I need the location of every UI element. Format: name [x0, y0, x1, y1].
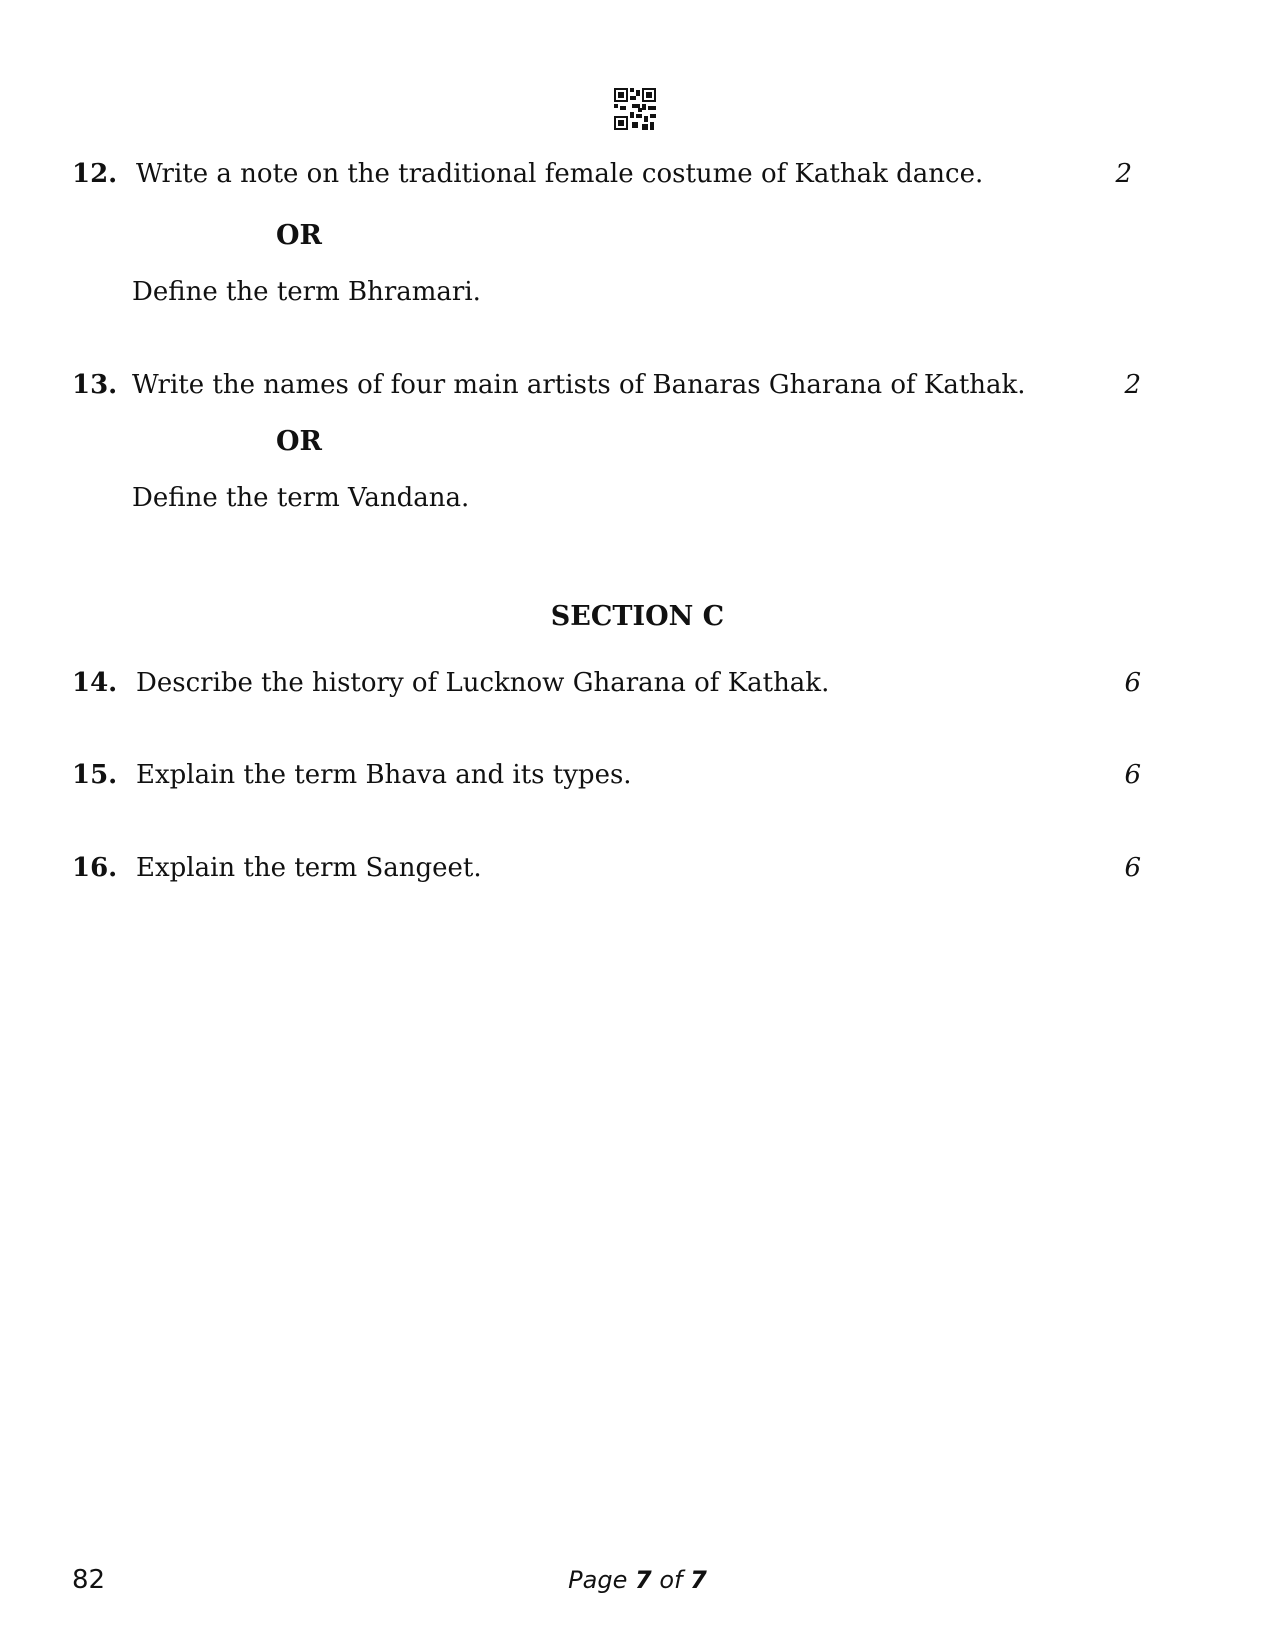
question-marks: 6 — [1124, 853, 1141, 883]
page-current: 7 — [635, 1566, 652, 1594]
question-marks: 2 — [1124, 370, 1141, 400]
page-indicator — [0, 1566, 1275, 1594]
question-text: Explain the term Bhava and its types. — [136, 760, 632, 790]
qr-code-icon — [614, 88, 656, 130]
question-text: Describe the history of Lucknow Gharana of Kathak. — [136, 668, 830, 698]
page-word: Page — [568, 1566, 628, 1594]
question-text: Write the names of four main artists of Banaras Gharana of Kathak. — [132, 370, 1026, 400]
question-marks: 2 — [1115, 159, 1132, 189]
or-label: OR — [276, 426, 322, 457]
question-marks: 6 — [1124, 760, 1141, 790]
question-text: Explain the term Sangeet. — [136, 853, 482, 883]
section-c-heading: SECTION C — [550, 601, 725, 632]
alternate-question-text: Define the term Vandana. — [132, 483, 470, 513]
question-number: 15. — [72, 760, 118, 790]
question-marks: 6 — [1124, 668, 1141, 698]
page-total: 7 — [690, 1566, 707, 1594]
question-text: Write a note on the traditional female costume of Kathak dance. — [136, 159, 984, 189]
or-label: OR — [276, 220, 322, 251]
question-number: 12. — [72, 159, 118, 189]
paper-code: 82 — [72, 1565, 106, 1595]
question-number: 14. — [72, 668, 118, 698]
question-number: 13. — [72, 370, 118, 400]
page-of: of — [659, 1566, 683, 1594]
question-number: 16. — [72, 853, 118, 883]
alternate-question-text: Define the term Bhramari. — [132, 277, 481, 307]
